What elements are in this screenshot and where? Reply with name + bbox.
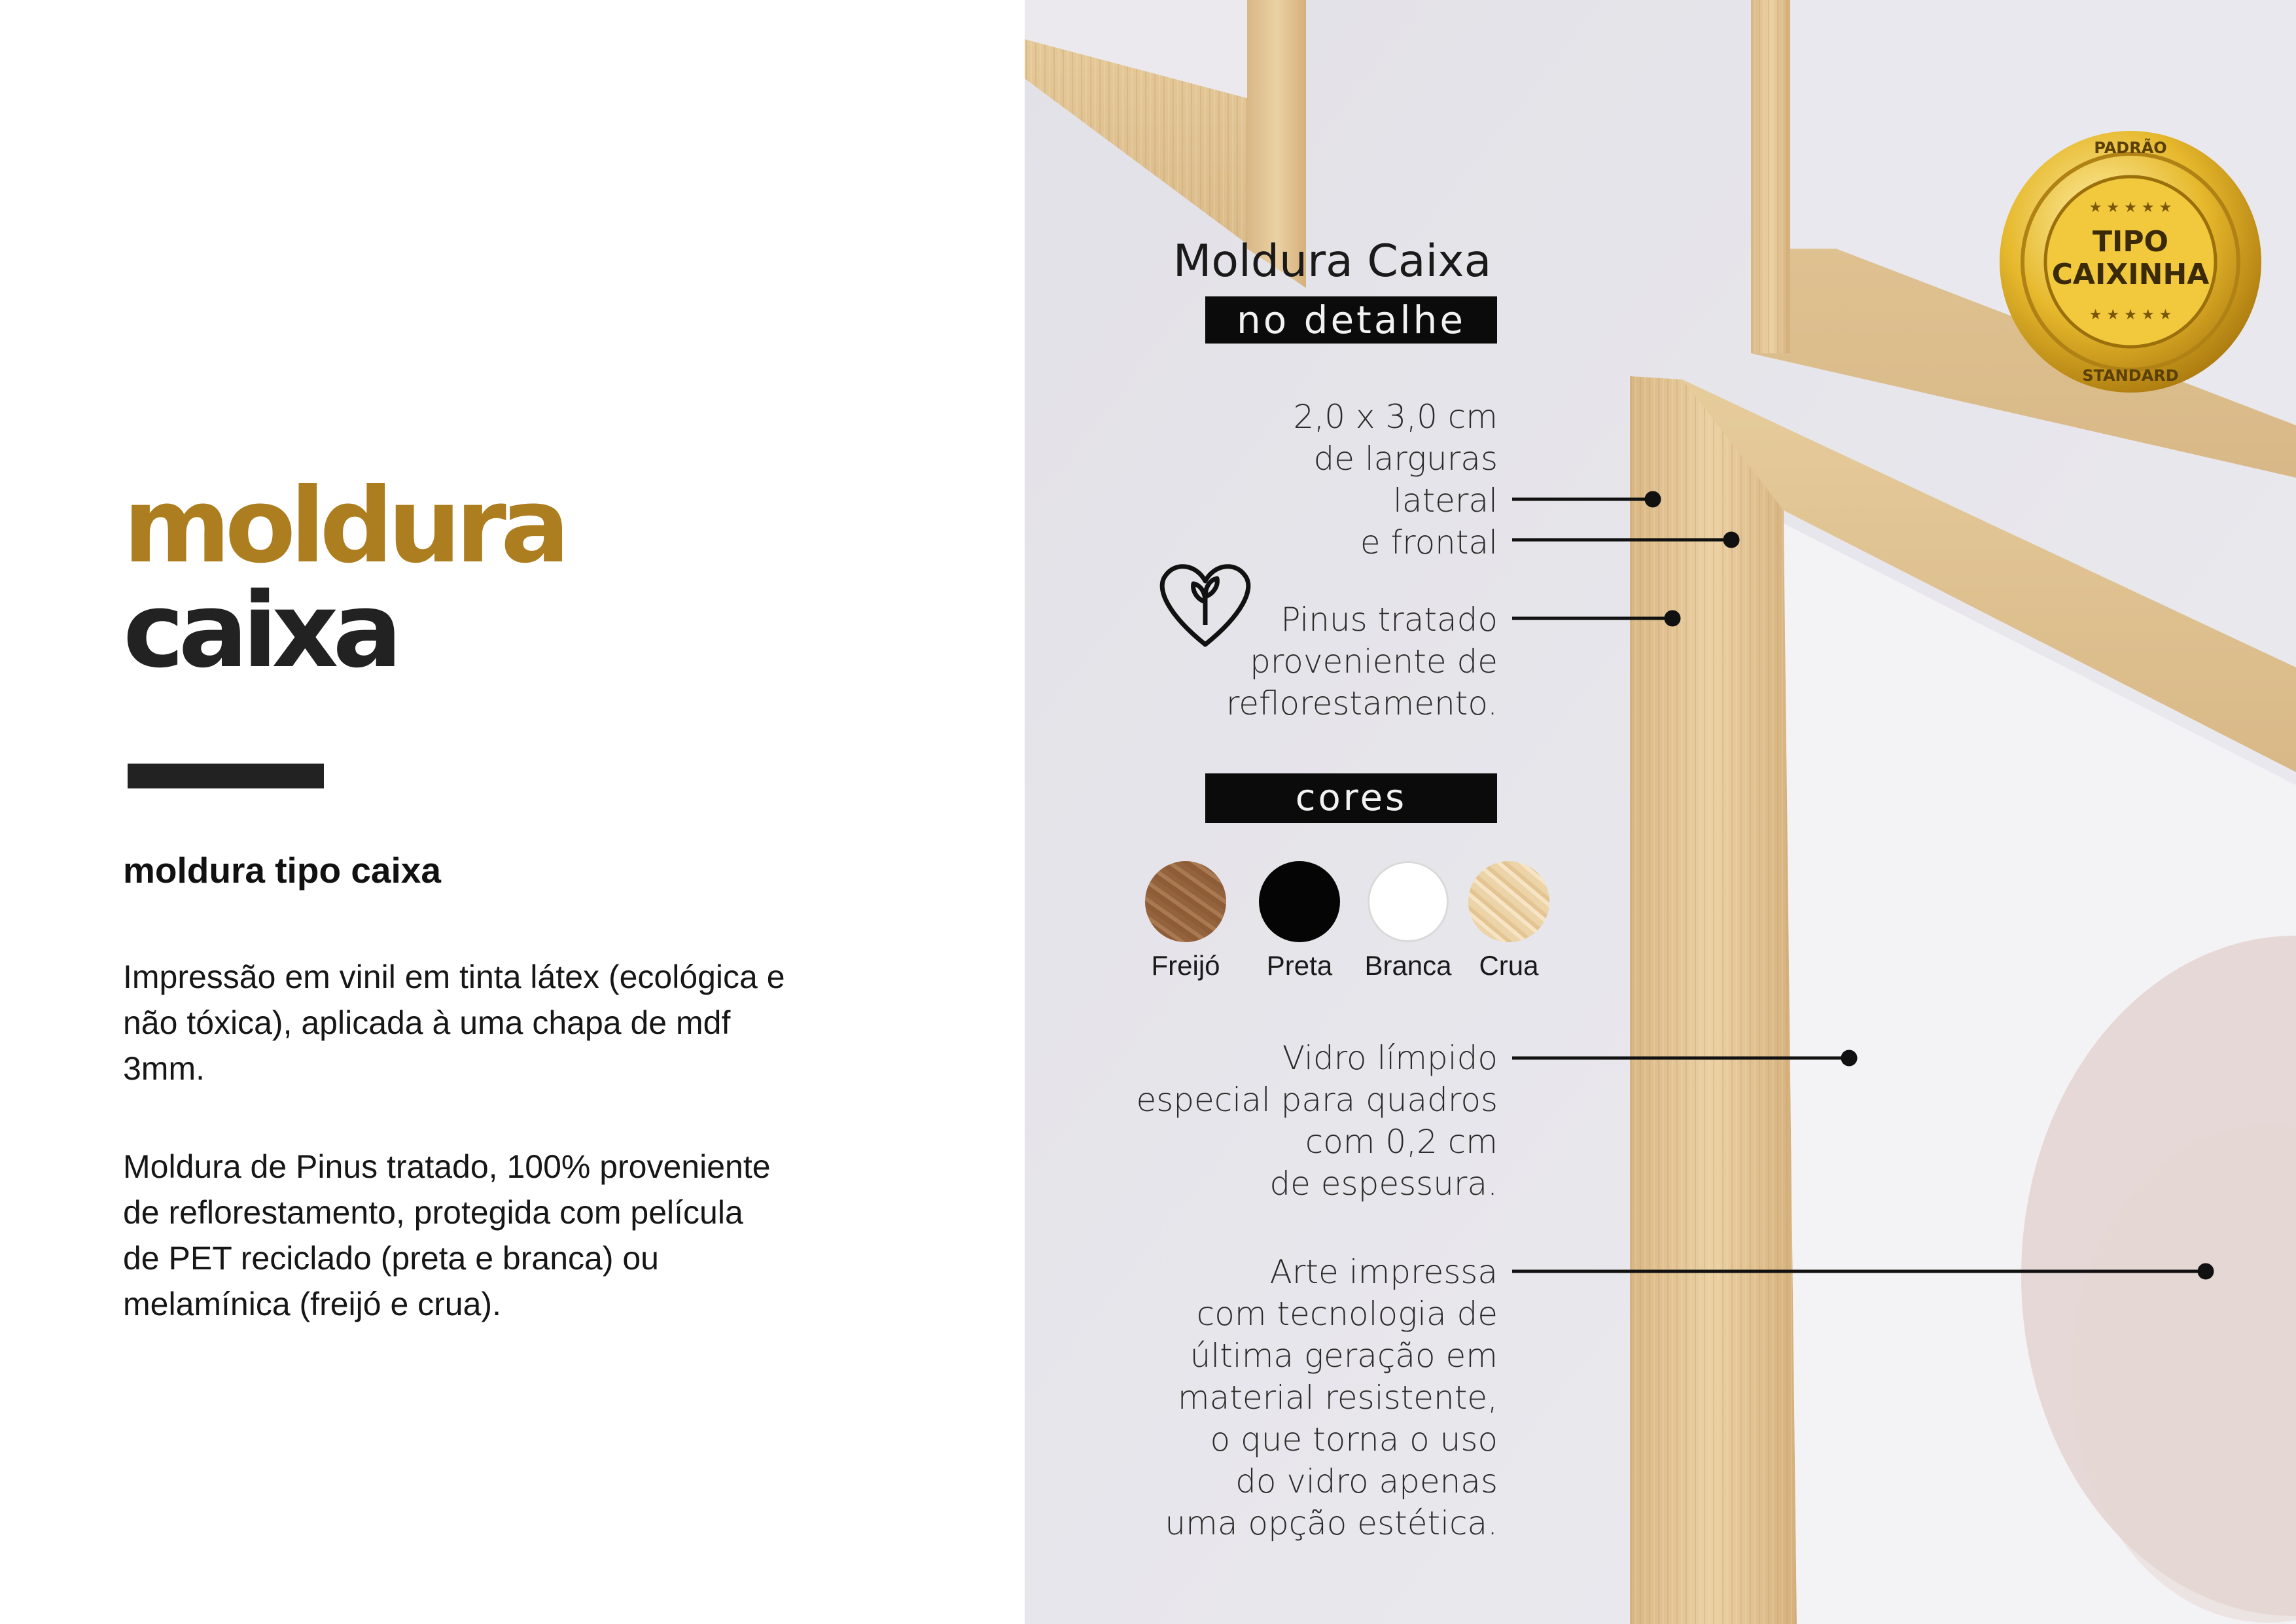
dimensions-annotation <box>1294 396 1498 563</box>
annotation-line: de espessura. <box>1269 1165 1498 1203</box>
annotation-line: última geração em <box>1190 1337 1498 1375</box>
annotation-line: reflorestamento. <box>1226 684 1498 722</box>
paragraph-line: não tóxica), aplicada à uma chapa de mdf <box>123 1004 731 1041</box>
title-caixa: caixa <box>123 571 397 691</box>
annotation-line: material resistente, <box>1177 1379 1498 1417</box>
detail-heading: Moldura Caixa <box>1173 236 1492 287</box>
swatch-freijo <box>1145 861 1226 942</box>
seal-bottom-text: STANDARD <box>2082 366 2179 385</box>
annotation-line: e frontal <box>1360 523 1498 561</box>
description-paragraph-2 <box>123 1144 895 1327</box>
annotation-line: Arte impressa <box>1269 1253 1498 1291</box>
annotation-line: com tecnologia de <box>1196 1295 1498 1333</box>
annotation-line: 2,0 x 3,0 cm <box>1293 398 1498 436</box>
product-photo <box>1025 0 2296 1624</box>
swatch-label-freijo: Freijó <box>1151 950 1220 981</box>
annotation-line: o que torna o uso <box>1210 1421 1498 1458</box>
annotation-line: Pinus tratado <box>1280 601 1498 639</box>
text-panel <box>0 0 1025 1624</box>
annotation-line: especial para quadros <box>1136 1081 1498 1119</box>
seal-text <box>2000 226 2261 291</box>
paragraph-line: 3mm. <box>123 1050 205 1087</box>
annotation-line: do vidro apenas <box>1235 1462 1498 1500</box>
glass-annotation <box>1137 1037 1498 1205</box>
swatch-crua <box>1468 861 1549 942</box>
paragraph-line: de reflorestamento, protegida com película <box>123 1194 743 1231</box>
swatch-label-preta: Preta <box>1266 950 1333 981</box>
svg-text:★ ★ ★ ★ ★: ★ ★ ★ ★ ★ <box>2089 307 2172 323</box>
annotation-line: proveniente de <box>1250 643 1498 680</box>
title-underline <box>128 764 324 788</box>
seal-line-2: CAIXINHA <box>2051 258 2210 291</box>
paragraph-line: melamínica (freijó e crua). <box>123 1286 501 1322</box>
annotation-line: Vidro límpido <box>1282 1039 1498 1077</box>
swatch-label-branca: Branca <box>1364 950 1452 981</box>
annotation-line: uma opção estética. <box>1165 1504 1498 1542</box>
wood-annotation <box>1226 599 1498 724</box>
annotation-line: de larguras <box>1313 440 1498 478</box>
art-annotation <box>1165 1251 1498 1544</box>
paragraph-line: Moldura de Pinus tratado, 100% proveniente <box>123 1148 771 1185</box>
seal-top-text: PADRÃO <box>2094 139 2167 157</box>
colors-badge: cores <box>1205 773 1497 823</box>
title-moldura: moldura <box>123 466 565 586</box>
swatch-label-crua: Crua <box>1479 950 1539 981</box>
swatch-branca <box>1368 861 1449 942</box>
subtitle: moldura tipo caixa <box>123 850 441 891</box>
paragraph-line: de PET reciclado (preta e branca) ou <box>123 1240 659 1277</box>
paragraph-line: Impressão em vinil em tinta látex (ecológica e <box>123 959 785 995</box>
detail-badge: no detalhe <box>1205 296 1497 344</box>
annotation-line: com 0,2 cm <box>1305 1123 1498 1161</box>
seal-line-1: TIPO <box>2092 225 2169 258</box>
description-paragraph-1 <box>123 954 895 1091</box>
annotation-line: lateral <box>1393 482 1498 520</box>
swatch-preta <box>1259 861 1340 942</box>
svg-text:★ ★ ★ ★ ★: ★ ★ ★ ★ ★ <box>2089 200 2172 216</box>
